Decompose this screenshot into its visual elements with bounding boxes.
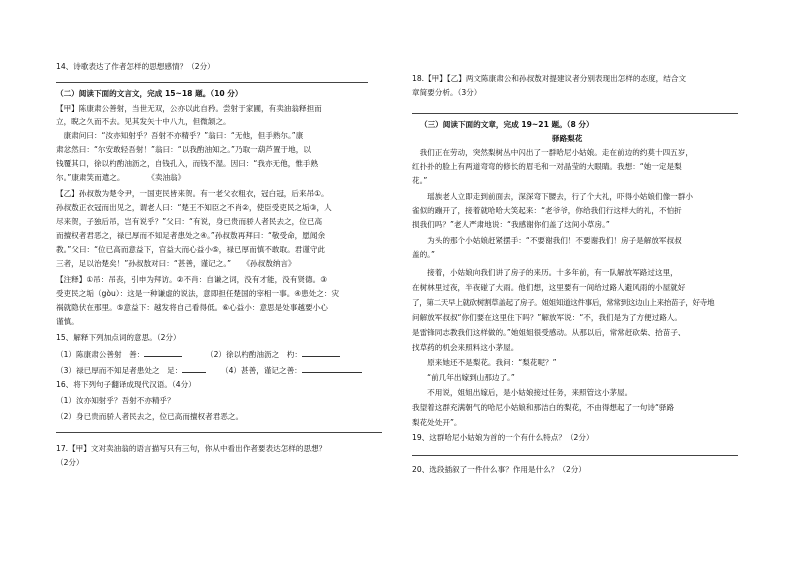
question-19: 19、这群哈尼小姑娘为首的一个有什么特点？（2分）	[412, 433, 594, 442]
question-16-item: （2）身已贵而骄人者民去之，位已高而擅权者君恶之。	[56, 412, 244, 421]
note-line: 【注释】①吊：吊丧，引申为拜访。②不肖：自谦之词，没有才能，没有贤德。③	[56, 275, 328, 284]
question-18: 18.【甲】【乙】两文陈康肃公和孙叔敖对提建议者分别表现出怎样的态度，结合文	[412, 74, 687, 83]
fill-blank[interactable]	[144, 348, 182, 357]
note-line: 谨慎。	[56, 317, 79, 326]
question-15-item	[56, 348, 182, 360]
fill-blank[interactable]	[302, 364, 362, 373]
fill-blank[interactable]	[302, 348, 340, 357]
article-line: 了，第二天早上就砍树割草盖起了房子。姐姐知道这件事后，常常到这边山上来抬苗子，好寺地	[412, 298, 715, 307]
question-20: 20、选段插叙了一件什么事？作用是什么？（2分）	[412, 465, 586, 474]
passage-line: 尔。”康肃笑而遣之。 《卖油翁》	[56, 173, 186, 182]
question-15: 15、解释下列加点词的意思。（2分）	[56, 333, 181, 342]
article-line: “前几年出嫁到山那边了。”	[412, 373, 515, 382]
question-14: 14、诗歌表达了作者怎样的思想感情？（2分）	[56, 62, 215, 71]
article-line: 花。”	[412, 176, 428, 185]
article-line: 找草药的机会来照料这小茅屋。	[412, 343, 519, 352]
answer-line[interactable]	[412, 113, 738, 114]
fill-blank[interactable]	[182, 364, 206, 373]
article-line: 是雷锋同志教我们这样做的。”她姐姐很受感动。从那以后，常常赶砍柴、拾苗子、	[412, 328, 686, 337]
article-line: 红扑扑的脸上有两道弯弯的修长的眉毛和一对晶莹的大眼睛。我想：“她一定是梨	[412, 162, 682, 171]
question-15-item	[221, 364, 362, 376]
article-line: 我望着这群充满朝气的哈尼小姑娘和那洁白的梨花，不由得想起了一句诗“驿路	[412, 403, 675, 412]
item-text: （1）陈康肃公善射 善：	[56, 350, 145, 359]
article-line: 在树林里过夜，半夜碰了大雨。他们想，这里要有一间给过路人避风雨的小屋就好	[412, 283, 686, 292]
passage-line: 立，睨之久而不去。见其发矢十中八九，但微颔之。	[56, 117, 231, 126]
question-17-score: （2分）	[56, 458, 84, 467]
note-line: 祸就隐伏在那里。⑤意益下：越发将自己看得低。⑥心益小：意思是处事越要小心	[56, 303, 328, 312]
question-15-item	[56, 364, 206, 376]
article-line: 原来她还不是梨花。我问：“梨花呢？”	[412, 358, 557, 367]
article-line: 梨花处处开”。	[412, 418, 462, 427]
answer-line[interactable]	[56, 432, 382, 433]
article-line: 损我们吗？”老人严肃地说：“我感谢你们盖了这间小草房。”	[412, 220, 610, 229]
passage-line: 教。”父曰：“位已高而意益下，官益大而心益小⑤，禄已厚而慎不敢取。君谨守此	[56, 245, 326, 254]
answer-line[interactable]	[56, 82, 368, 83]
note-line: 受吏民之垢（gòu）：这是一种谦虚的说法，意即担任楚国的宰相一事。④患处之：灾	[56, 289, 340, 298]
article-line: 盖的。”	[412, 250, 435, 259]
item-text: （2）徐以杓酌油沥之 杓：	[206, 350, 302, 359]
article-title: 驿路梨花	[552, 134, 583, 143]
question-17: 17.【甲】文对卖油翁的语言描写只有三句，你从中看出作者要表达怎样的思想？	[56, 444, 327, 453]
question-18-score: 章简要分析。（3分）	[412, 88, 482, 97]
article-line: 接着，小姑娘向我们讲了房子的来历。十多年前，有一队解放军路过这里，	[412, 268, 678, 277]
question-15-item	[206, 348, 340, 360]
article-line: 为头的那个小姑娘赶紧摆手：“不要谢我们！不要谢我们！房子是解放军叔叔	[412, 236, 682, 245]
item-text: （3）禄已厚而不知足者患处之 足：	[56, 366, 183, 375]
item-text: （4）甚善，谨记之善：	[221, 366, 302, 375]
article-line: 雀似的蹦开了，接着就哈哈大笑起来：“老爷爷，你给我们行这样大的礼，不怕折	[412, 206, 682, 215]
answer-line[interactable]	[412, 455, 738, 456]
passage-line: 【乙】孙叔敖为楚令尹，一国吏民皆来贺。有一老父衣粗衣，冠白冠，后来吊①。	[56, 189, 329, 198]
passage-line: 孙叔敖正衣冠而出见之，谓老人曰：“楚王不知臣之不肖②，使臣受吏民之垢③，人	[56, 203, 332, 212]
passage-line: 尽来贺，子独后吊，岂有说乎？”父曰：“有说，身已贵而骄人者民去之，位已高	[56, 217, 323, 226]
question-16: 16、将下列句子翻译成现代汉语。（4分）	[56, 380, 196, 389]
passage-line: 三者，足以治楚矣！”孙叔敖对曰：“甚善，谨记之。” 《孙叔敖纳言》	[56, 259, 296, 268]
section-3-heading: （三）阅读下面的文章，完成 19~21 题。（8 分）	[420, 120, 594, 129]
passage-line: 钱覆其口，徐以杓酌油沥之，自钱孔入，而钱不湿。因曰：“我亦无他，惟手熟	[56, 159, 319, 168]
question-16-item: （1）汝亦知射乎？吾射不亦精乎？	[56, 396, 175, 405]
passage-line: 肃忿然曰：“尔安敢轻吾射！”翁曰：“以我酌油知之。”乃取一葫芦置于地，以	[56, 145, 311, 154]
article-line: 问解放军叔叔“你们要在这里住下吗？”解放军说：“不，我们是为了方便过路人。	[412, 313, 682, 322]
passage-line: 康肃问曰：“汝亦知射乎？吾射不亦精乎？”翁曰：“无他，但手熟尔。”康	[56, 131, 304, 140]
article-line: 瑶族老人立即走到前面去，深深弯下腰去，行了个大礼，吓得小姑娘们像一群小	[412, 192, 693, 201]
article-line: 我们正在劳动，突然梨树丛中闪出了一群哈尼小姑娘。走在前边的约莫十四五岁，	[412, 148, 693, 157]
section-2-heading: （二）阅读下面的文言文，完成 15~18 题。（10 分）	[56, 89, 243, 98]
passage-line: 【甲】陈康肃公善射，当世无双，公亦以此自矜。尝射于家圃，有卖油翁释担而	[56, 104, 322, 113]
passage-line: 而擅权者君恶之，禄已厚而不知足者患处之④。”孙叔敖再拜曰：“敬受命，愿闻余	[56, 231, 326, 240]
article-line: 不用说，姐姐出嫁后，是小姑娘接过任务，来照管这小茅屋。	[412, 388, 633, 397]
